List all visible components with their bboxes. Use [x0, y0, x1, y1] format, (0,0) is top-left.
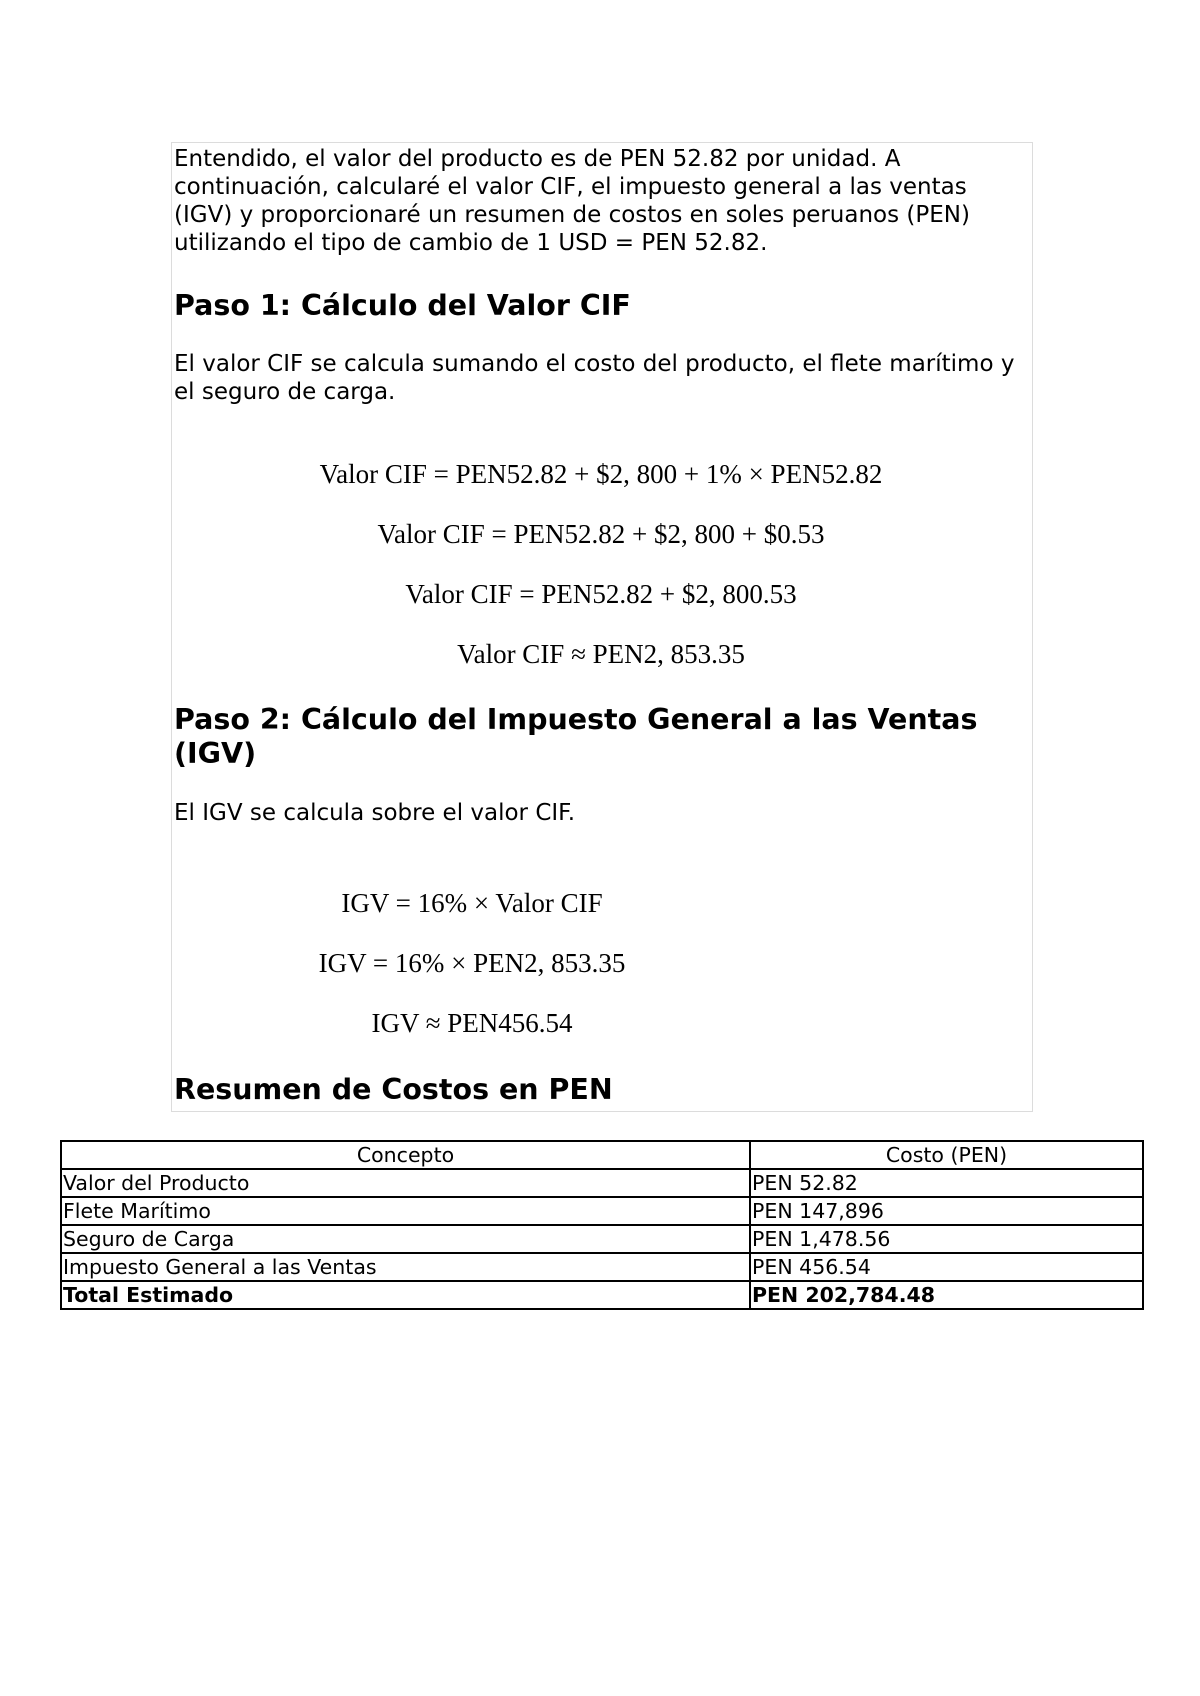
cost-cell: PEN 456.54 — [750, 1253, 1143, 1281]
cost-summary-table — [60, 1140, 1144, 1310]
concept-cell: Impuesto General a las Ventas — [61, 1253, 750, 1281]
step2-equation-3: IGV ≈ PEN456.54 — [371, 1008, 573, 1038]
step1-equation-2: Valor CIF = PEN52.82 + $2, 800 + $0.53 — [377, 519, 825, 549]
table-header-row — [61, 1141, 1143, 1169]
intro-paragraph: Entendido, el valor del producto es de PEN 52.82 por unidad. A continuación, calcularé el valor CIF, el impuesto general a las ventas (IGV) y proporcionaré un resumen de costos en soles peruanos (PEN) utilizando el tipo de cambio de 1 USD = PEN 52.82. — [174, 146, 970, 256]
total-value-cell: PEN 202,784.48 — [750, 1281, 1143, 1309]
cost-cell: PEN 1,478.56 — [750, 1225, 1143, 1253]
summary-heading: Resumen de Costos en PEN — [174, 1073, 613, 1106]
step1-equation-3: Valor CIF = PEN52.82 + $2, 800.53 — [405, 579, 797, 609]
table-row — [61, 1169, 1143, 1197]
concept-cell: Seguro de Carga — [61, 1225, 750, 1253]
cost-cell: PEN 147,896 — [750, 1197, 1143, 1225]
total-row — [61, 1281, 1143, 1309]
step2-equation-1: IGV = 16% × Valor CIF — [341, 888, 603, 918]
column-header-costo: Costo (PEN) — [750, 1141, 1143, 1169]
step2-text: El IGV se calcula sobre el valor CIF. — [174, 800, 576, 826]
column-header-concepto: Concepto — [61, 1141, 750, 1169]
concept-cell: Valor del Producto — [61, 1169, 750, 1197]
table-row — [61, 1197, 1143, 1225]
step2-heading: Paso 2: Cálculo del Impuesto General a las Ventas (IGV) — [174, 703, 978, 770]
response-card — [171, 142, 1033, 1112]
table-row — [61, 1253, 1143, 1281]
concept-cell: Flete Marítimo — [61, 1197, 750, 1225]
step1-text: El valor CIF se calcula sumando el costo del producto, el flete marítimo y el seguro de carga. — [174, 351, 1015, 405]
step1-heading: Paso 1: Cálculo del Valor CIF — [174, 289, 631, 322]
total-label-cell: Total Estimado — [61, 1281, 750, 1309]
step1-equation-4: Valor CIF ≈ PEN2, 853.35 — [457, 639, 745, 669]
table-row — [61, 1225, 1143, 1253]
step1-equation-1: Valor CIF = PEN52.82 + $2, 800 + 1% × PEN52.82 — [319, 459, 883, 489]
cost-cell: PEN 52.82 — [750, 1169, 1143, 1197]
step2-equation-2: IGV = 16% × PEN2, 853.35 — [318, 948, 626, 978]
